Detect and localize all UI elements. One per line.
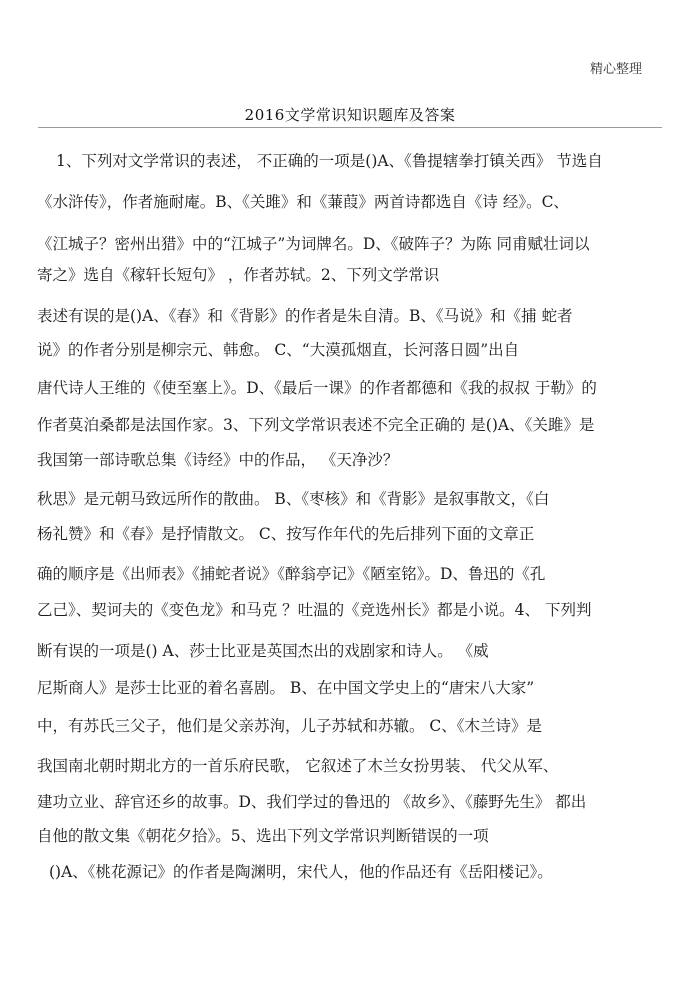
text-line: 《江城子？密州出猎》中的“江城子”为词牌名。D、《破阵子？为陈 同甫赋壮词以 [37,235,590,253]
text-line: 我国第一部诗歌总集《诗经》中的作品， 《天净沙？ [37,451,399,469]
title-divider [38,127,662,128]
text-line: 我国南北朝时期北方的一首乐府民歌， 它叙述了木兰女扮男装、 代父从军、 [37,757,559,775]
text-line: 寄之》选自《稼轩长短句》 ，作者苏轼。2、下列文学常识 [37,266,440,284]
page-title: 2016文学常识知识题库及答案 [244,106,456,124]
text-line: ()A、《桃花源记》的作者是陶渊明，宋代人，他的作品还有《岳阳楼记》。 [49,863,553,881]
text-line: 秋思》是元朝马致远所作的散曲。 B、《枣核》和《背影》是叙事散文，《白 [37,490,550,508]
text-line: 1、下列对文学常识的表述， 不正确的一项是()A、《鲁提辖拳打镇关西》 节选自 [56,152,603,170]
text-line: 唐代诗人王维的《使至塞上》。D、《最后一课》的作者都德和《我的叔叔 于勒》的 [37,379,597,397]
text-line: 作者莫泊桑都是法国作家。3、下列文学常识表述不完全正确的 是()A、《关雎》是 [37,416,595,434]
text-line: 自他的散文集《朝花夕拾》。5、选出下列文学常识判断错误的一项 [37,827,489,845]
text-line: 确的顺序是《出师表》《捕蛇者说》《醉翁亭记》《陋室铭》。D、鲁迅的《孔 [37,565,546,583]
text-line: 尼斯商人》是莎士比亚的着名喜剧。 B、在中国文学史上的“唐宋八大家” [37,679,535,697]
text-line: 表述有误的是()A、《春》和《背影》的作者是朱自清。B、《马说》和《捕 蛇者 [37,307,573,325]
text-line: 中，有苏氏三父子，他们是父亲苏洵，儿子苏轼和苏辙。 C、《木兰诗》是 [37,717,543,735]
text-line: 说》的作者分别是柳宗元、韩愈。 C、“大漠孤烟直，长河落日圆”出自 [37,341,520,359]
text-line: 乙己》、契诃夫的《变色龙》和马克 ？吐温的《竞选州长》都是小说。4、 下列判 [37,601,592,619]
header-note: 精心整理 [589,62,642,77]
text-line: 杨礼赞》和《春》是抒情散文。 C、按写作年代的先后排列下面的文章正 [37,525,535,543]
text-line: 断有误的一项是() A、莎士比亚是英国杰出的戏剧家和诗人。 《威 [37,642,489,660]
text-line: 《水浒传》，作者施耐庵。B、《关雎》和《蒹葭》两首诗都选自《诗 经》。C、 [37,193,569,211]
text-line: 建功立业、辞官还乡的故事。D、我们学过的鲁迅的 《故乡》、《藤野先生》 都出 [37,793,587,811]
